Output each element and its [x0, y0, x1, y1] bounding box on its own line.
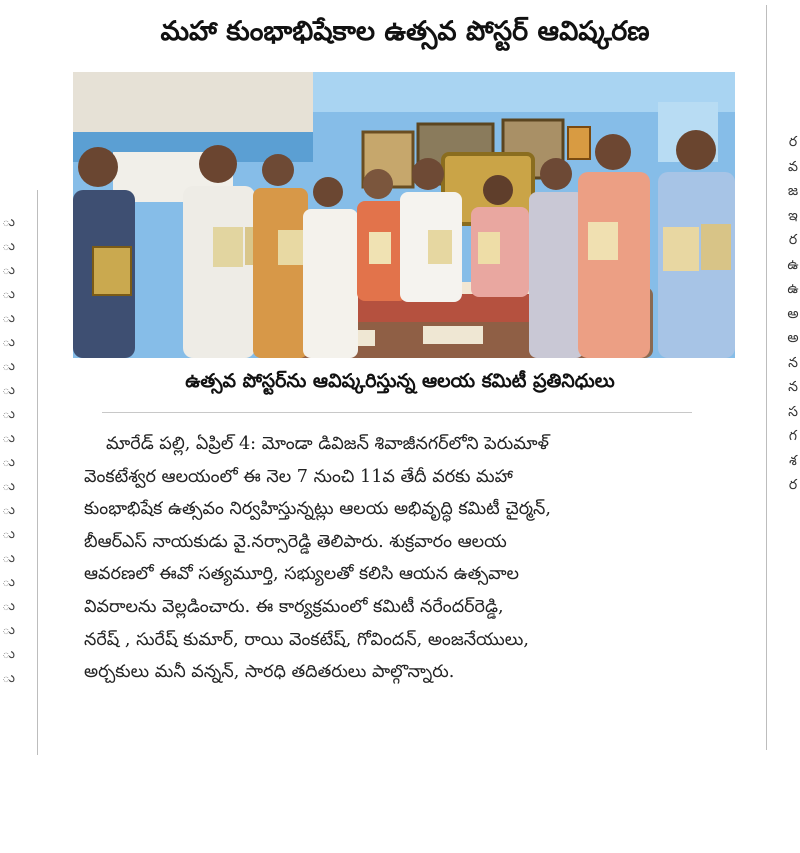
cropped-glyph: ు: [2, 262, 15, 278]
cropped-glyph: ు: [2, 406, 15, 422]
article-line: బీఆర్ఎస్ నాయకుడు వై.నర్సారెడ్డి తెలిపారు. శుక్రవారం ఆలయ: [84, 531, 507, 552]
article-line: ఆవరణలో ఈవో సత్యమూర్తి, సభ్యులతో కలిసి ఆయన ఉత్సవాల: [84, 564, 520, 585]
cropped-glyph: ు: [2, 286, 15, 302]
cropped-glyph: ు: [2, 430, 15, 446]
cropped-glyph: ు: [2, 670, 15, 686]
cropped-glyph: ు: [2, 310, 15, 326]
cropped-glyph: ు: [2, 358, 15, 374]
cropped-glyph: గ: [788, 428, 798, 444]
cropped-glyph: ు: [2, 598, 15, 614]
cropped-glyph: జ: [787, 183, 799, 199]
cropped-glyph: ు: [2, 334, 15, 350]
cropped-glyph: ు: [2, 646, 15, 662]
cropped-glyph: ు: [2, 382, 15, 398]
cropped-glyph: స: [788, 403, 798, 420]
cropped-glyph: ర: [788, 477, 798, 493]
article-line: మారేడ్ పల్లి, ఏప్రిల్ 4: మోండా డివిజన్ శివాజీనగర్‌లోని పెరుమాళ్: [106, 434, 550, 454]
article-line: వివరాలను వెల్లడించారు. ఈ కార్యక్రమంలో కమిటీ నరేందర్‌రెడ్డి,: [84, 596, 504, 617]
cropped-glyph: ఇ: [788, 207, 798, 224]
adjacent-column-left-cropped: [2, 210, 14, 690]
cropped-glyph: ు: [2, 214, 15, 230]
cropped-glyph: ు: [2, 454, 15, 470]
cropped-glyph: ర: [788, 134, 798, 150]
article-line: కుంభాభిషేక ఉత్సవం నిర్వహిస్తున్నట్లు ఆలయ అభివృద్ధి కమిటీ చైర్మన్,: [84, 499, 551, 520]
right-column-rule: [766, 5, 767, 750]
left-column-rule: [37, 190, 38, 755]
cropped-glyph: న: [788, 379, 798, 395]
cropped-glyph: శ: [789, 452, 797, 469]
cropped-glyph: ర: [788, 232, 798, 248]
article-body: [84, 428, 748, 689]
caption-divider: [102, 412, 692, 413]
cropped-glyph: ు: [2, 526, 15, 542]
cropped-glyph: అ: [787, 330, 799, 346]
news-photo: [73, 72, 735, 358]
cropped-glyph: అ: [787, 305, 799, 322]
cropped-glyph: ు: [2, 550, 15, 566]
cropped-glyph: ు: [2, 622, 15, 638]
photo-illustration: [73, 72, 735, 358]
cropped-glyph: ు: [2, 478, 15, 494]
article-line: నరేష్ , సురేష్ కుమార్, రాయి వెంకటేష్, గోవిందన్, అంజనేయులు,: [84, 629, 529, 650]
cropped-glyph: ఉ: [787, 256, 799, 273]
article-line: అర్చకులు మనీ వన్నన్, సారధి తదితరులు పాల్గొన్నారు.: [84, 662, 455, 683]
photo-caption: ఉత్సవ పోస్టర్‌ను ఆవిష్కరిస్తున్న ఆలయ కమిటీ ప్రతినిధులు: [185, 370, 615, 392]
cropped-glyph: వ: [788, 158, 798, 175]
article-line: వెంకటేశ్వర ఆలయంలో ఈ నెల 7 నుంచి 11వ తేదీ వరకు మహా: [84, 466, 513, 487]
cropped-glyph: ు: [2, 574, 15, 590]
cropped-glyph: ు: [2, 502, 15, 518]
cropped-glyph: ఉ: [787, 281, 799, 297]
adjacent-column-right-cropped: [787, 130, 799, 498]
cropped-glyph: ు: [2, 238, 15, 254]
cropped-glyph: న: [788, 354, 798, 371]
article-headline: మహా కుంభాభిషేకాల ఉత్సవ పోస్టర్ ఆవిష్కరణ: [160, 16, 650, 47]
